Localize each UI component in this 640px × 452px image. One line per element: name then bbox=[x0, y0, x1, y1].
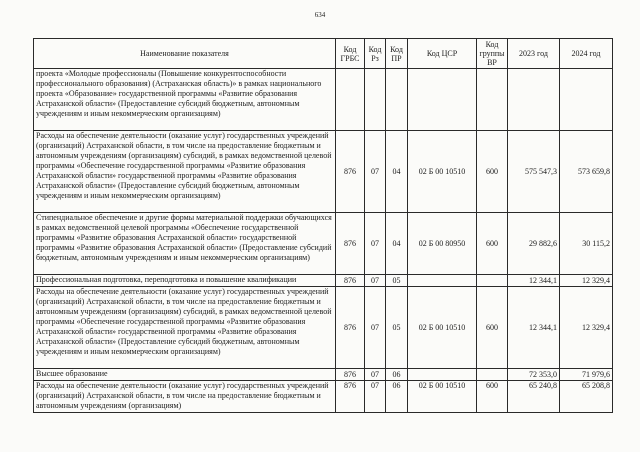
row-pr: 05 bbox=[386, 275, 408, 287]
row-vr: 600 bbox=[477, 381, 508, 413]
row-pr: 04 bbox=[386, 213, 408, 275]
row-vr: 600 bbox=[477, 213, 508, 275]
row-rz: 07 bbox=[365, 275, 386, 287]
row-name: проекта «Молодые профессионалы (Повышение конкурентоспособности профессионального образования) (Астраханская область)» в рамках национального проекта «Образование» государственной программы «Развитие образования Астраханской области» (Предоставление субсидий бюджетным, автономным учреждениям и иным некоммерческим организациям) bbox=[34, 69, 336, 131]
row-2023: 12 344,1 bbox=[508, 287, 560, 369]
row-name: Расходы на обеспечение деятельности (оказание услуг) государственных учреждений (организаций) Астраханской области, в том числе на предоставление бюджетным и автономным учреждениям (организациям) bbox=[34, 381, 336, 413]
row-rz: 07 bbox=[365, 369, 386, 381]
row-pr: 06 bbox=[386, 369, 408, 381]
table-row bbox=[34, 69, 613, 131]
table-header-row bbox=[34, 39, 613, 69]
row-vr bbox=[477, 369, 508, 381]
row-csr: 02 Б 00 10510 bbox=[408, 131, 477, 213]
row-rz: 07 bbox=[365, 287, 386, 369]
header-name: Наименование показателя bbox=[34, 39, 336, 69]
row-name: Высшее образование bbox=[34, 369, 336, 381]
row-name: Профессиональная подготовка, переподготовка и повышение квалификации bbox=[34, 275, 336, 287]
row-csr: 02 Б 00 80950 bbox=[408, 213, 477, 275]
row-grbs: 876 bbox=[336, 369, 365, 381]
row-csr: 02 Б 00 10510 bbox=[408, 287, 477, 369]
table-row bbox=[34, 287, 613, 369]
row-pr: 06 bbox=[386, 381, 408, 413]
row-2023: 65 240,8 bbox=[508, 381, 560, 413]
row-2024 bbox=[560, 69, 613, 131]
header-2024: 2024 год bbox=[560, 39, 613, 69]
row-grbs bbox=[336, 69, 365, 131]
row-rz: 07 bbox=[365, 131, 386, 213]
row-2024: 30 115,2 bbox=[560, 213, 613, 275]
table-row bbox=[34, 369, 613, 381]
row-grbs: 876 bbox=[336, 213, 365, 275]
row-csr bbox=[408, 275, 477, 287]
page-number: 634 bbox=[314, 11, 326, 19]
row-2024: 12 329,4 bbox=[560, 275, 613, 287]
row-vr: 600 bbox=[477, 131, 508, 213]
row-pr: 05 bbox=[386, 287, 408, 369]
row-vr bbox=[477, 275, 508, 287]
row-2024: 573 659,8 bbox=[560, 131, 613, 213]
row-vr: 600 bbox=[477, 287, 508, 369]
row-csr bbox=[408, 369, 477, 381]
row-2023: 29 882,6 bbox=[508, 213, 560, 275]
table-row bbox=[34, 213, 613, 275]
header-2023: 2023 год bbox=[508, 39, 560, 69]
row-2024: 65 208,8 bbox=[560, 381, 613, 413]
row-2024: 12 329,4 bbox=[560, 287, 613, 369]
table-row bbox=[34, 131, 613, 213]
header-vr: Код группы ВР bbox=[477, 39, 508, 69]
row-2023 bbox=[508, 69, 560, 131]
header-grbs: Код ГРБС bbox=[336, 39, 365, 69]
row-2023: 12 344,1 bbox=[508, 275, 560, 287]
row-vr bbox=[477, 69, 508, 131]
row-grbs: 876 bbox=[336, 381, 365, 413]
header-rz: Код Рз bbox=[365, 39, 386, 69]
row-name: Расходы на обеспечение деятельности (оказание услуг) государственных учреждений (организаций) Астраханской области, в том числе на предоставление бюджетным и автономным учреждениям (организациям) субсидий, в рамках ведомственной целевой программы «Обеспечение государственной программы «Развитие образования Астраханской области» государственной программы «Развитие образования Астраханской области» (Предоставление субсидий бюджетным, автономным учреждениям и иным некоммерческим организациям) bbox=[34, 287, 336, 369]
row-pr: 04 bbox=[386, 131, 408, 213]
row-2023: 72 353,0 bbox=[508, 369, 560, 381]
header-pr: Код ПР bbox=[386, 39, 408, 69]
row-2023: 575 547,3 bbox=[508, 131, 560, 213]
row-2024: 71 979,6 bbox=[560, 369, 613, 381]
row-rz: 07 bbox=[365, 213, 386, 275]
row-grbs: 876 bbox=[336, 275, 365, 287]
row-rz bbox=[365, 69, 386, 131]
table-row bbox=[34, 275, 613, 287]
row-grbs: 876 bbox=[336, 131, 365, 213]
budget-table bbox=[33, 38, 613, 413]
header-csr: Код ЦСР bbox=[408, 39, 477, 69]
table-row bbox=[34, 381, 613, 413]
row-pr bbox=[386, 69, 408, 131]
row-csr bbox=[408, 69, 477, 131]
row-rz: 07 bbox=[365, 381, 386, 413]
row-csr: 02 Б 00 10510 bbox=[408, 381, 477, 413]
row-grbs: 876 bbox=[336, 287, 365, 369]
row-name: Стипендиальное обеспечение и другие формы материальной поддержки обучающихся в рамках ведомственной целевой программы «Обеспечение государственной программы «Развитие образования Астраханской области» государственной программы «Развитие образования Астраханской области» (Предоставление субсидий бюджетным, автономным учреждениям и иным некоммерческим организациям) bbox=[34, 213, 336, 275]
row-name: Расходы на обеспечение деятельности (оказание услуг) государственных учреждений (организаций) Астраханской области, в том числе на предоставление бюджетным и автономным учреждениям (организациям) субсидий, в рамках ведомственной целевой программы «Обеспечение государственной программы «Развитие образования Астраханской области» государственной программы «Развитие образования Астраханской области» (Предоставление субсидий бюджетным, автономным учреждениям и иным некоммерческим организациям) bbox=[34, 131, 336, 213]
